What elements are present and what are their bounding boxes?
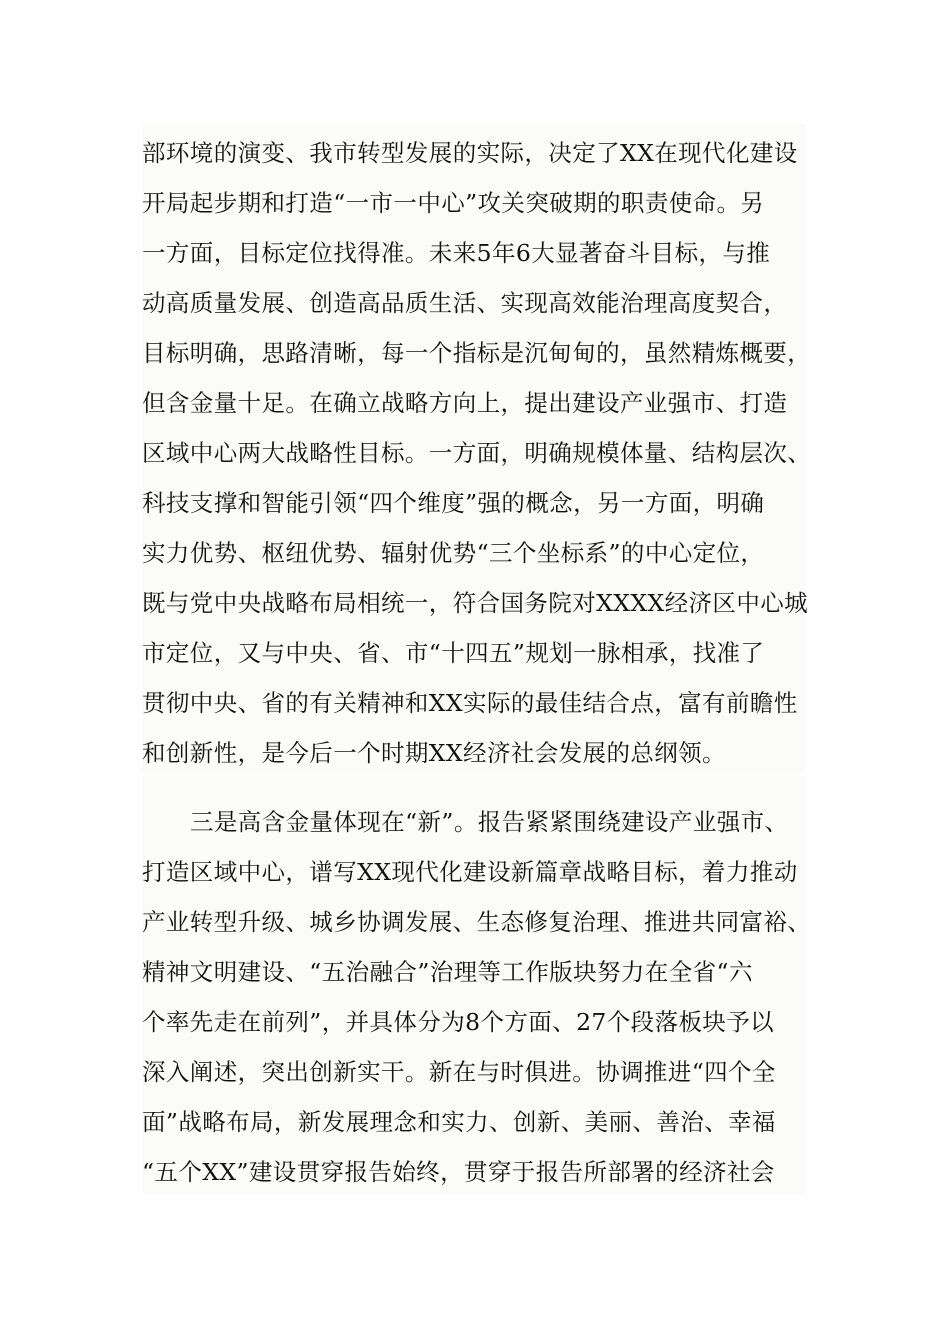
text-line: 个率先走在前列”，并具体分为8个方面、27个段落板块予以 [142,1008,775,1036]
text-line: 目标明确，思路清晰，每一个指标是沉甸甸的，虽然精炼概要， [142,339,812,367]
text-line: 产业转型升级、城乡协调发展、生态修复治理、推进共同富裕、 [142,908,812,936]
paragraph-1 [142,124,812,774]
text-line: 贯彻中央、省的有关精神和XX实际的最佳结合点，富有前瞻性 [142,689,798,717]
text-line: 深入阐述，突出创新实干。新在与时俱进。协调推进“四个全 [142,1058,776,1086]
text-line: 实力优势、枢纽优势、辐射优势“三个坐标系”的中心定位， [142,539,765,567]
text-line: 打造区域中心，谱写XX现代化建设新篇章战略目标，着力推动 [142,858,798,886]
text-line: 市定位，又与中央、省、市“十四五”规划一脉相承，找准了 [142,639,765,667]
text-line: 和创新性，是今后一个时期XX经济社会发展的总纲领。 [142,739,726,767]
text-line: 面”战略布局，新发展理念和实力、创新、美丽、善治、幸福 [142,1108,776,1136]
text-line: 部环境的演变、我市转型发展的实际，决定了XX在现代化建设 [142,139,798,167]
text-line: 科技支撑和智能引领“四个维度”强的概念，另一方面，明确 [142,489,765,517]
text-line: 既与党中央战略布局相统一，符合国务院对XXXX经济区中心城 [142,589,809,617]
paragraph-2 [142,776,812,1194]
text-line: 但含金量十足。在确立战略方向上，提出建设产业强市、打造 [142,389,788,417]
text-line: 区域中心两大战略性目标。一方面，明确规模体量、结构层次、 [142,439,812,467]
text-line: 三是高含金量体现在“新”。报告紧紧围绕建设产业强市、 [190,808,789,836]
text-line: 精神文明建设、“五治融合”治理等工作版块努力在全省“六 [142,958,753,986]
text-line: 开局起步期和打造“一市一中心”攻关突破期的职责使命。另 [142,189,765,217]
text-line: 一方面，目标定位找得准。未来5年6大显著奋斗目标，与推 [142,239,771,267]
text-line: “五个XX”建设贯穿报告始终，贯穿于报告所部署的经济社会 [142,1158,775,1186]
text-line: 动高质量发展、创造高品质生活、实现高效能治理高度契合， [142,289,788,317]
